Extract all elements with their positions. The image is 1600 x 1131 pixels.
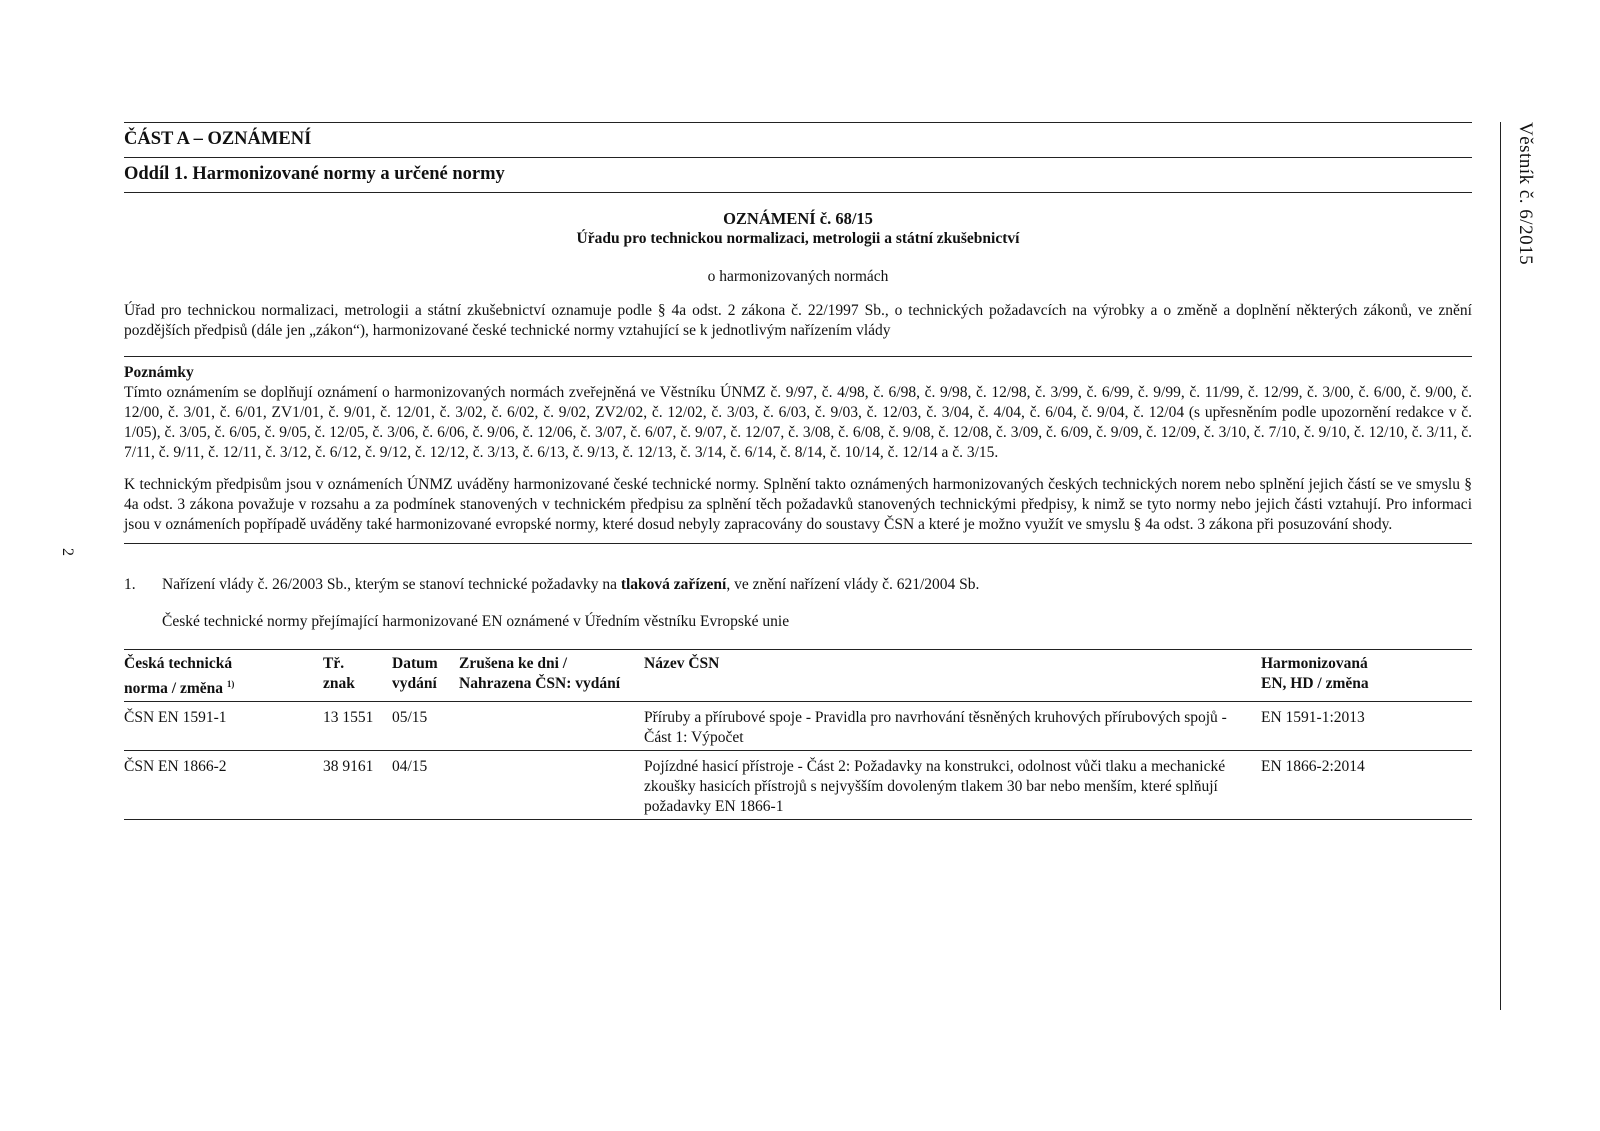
cell-date: 05/15 xyxy=(392,709,428,727)
cell-harmonized: EN 1866-2:2014 xyxy=(1261,758,1365,776)
divider xyxy=(124,356,1472,357)
decree-subject: tlaková zařízení xyxy=(620,576,727,593)
column-header-name: Název ČSN xyxy=(644,655,720,672)
section-title: Oddíl 1. Harmonizované normy a určené normy xyxy=(124,164,505,184)
decree-number: 1. xyxy=(124,576,136,593)
cell-norm: ČSN EN 1866-2 xyxy=(124,758,227,776)
part-title: ČÁST A – OZNÁMENÍ xyxy=(124,129,312,149)
column-header-class: Tř. znak xyxy=(323,655,355,692)
column-header-harmonized: Harmonizovaná EN, HD / změna xyxy=(1261,655,1369,692)
notes-title: Poznámky xyxy=(124,364,194,381)
column-header-cancelled: Zrušena ke dni / Nahrazena ČSN: vydání xyxy=(459,655,621,692)
table-header-row xyxy=(124,650,1472,702)
decree-text-end: , ve znění nařízení vlády č. 621/2004 Sb. xyxy=(726,576,980,593)
journal-issue-label: Věstník č. 6/2015 xyxy=(1515,122,1536,266)
footnote-marker: 1) xyxy=(226,679,235,689)
cell-harmonized: EN 1591-1:2013 xyxy=(1261,709,1365,727)
decree-text-start: Nařízení vlády č. 26/2003 Sb., kterým se stanoví technické požadavky na xyxy=(162,576,621,593)
table-row xyxy=(124,751,1472,820)
norms-table xyxy=(124,649,1472,820)
divider xyxy=(124,192,1472,193)
notes-paragraph-2: K technickým předpisům jsou v oznámeních ÚNMZ uváděny harmonizované české technické normy. Splnění takto oznámených harmonizovaných českých technických norem nebo splnění jejich částí se ve smyslu § 4a odst. 3 zákona považuje v rozsahu a za podmínek stanovených v technickém předpisu za splnění těch požadavků stanovených technickými předpisy, k nimž se tyto normy nebo jejich části vztahují. Pro informaci jsou v oznámeních popřípadě uváděny také harmonizované evropské normy, které dosud nebyly zapracovány do soustavy ČSN a které je možno využít ve smyslu § 4a odst. 3 zákona při posuzování shody. xyxy=(124,476,1472,533)
cell-class: 13 1551 xyxy=(323,709,374,727)
cell-cancelled xyxy=(459,702,644,751)
cell-name: Příruby a přírubové spoje - Pravidla pro navrhování těsněných kruhových přírubových spojů - Část 1: Výpočet xyxy=(644,709,1227,747)
notes-paragraph-1: Tímto oznámením se doplňují oznámení o harmonizovaných normách zveřejněná ve Věstníku ÚNMZ č. 9/97, č. 4/98, č. 6/98, č. 9/98, č. 12/98, č. 3/99, č. 6/99, č. 9/99, č. 11/99, č. 12/99, č. 3/00, č. 6/00, č. 9/00, č. 12/00, č. 3/01, č. 6/01, ZV1/01, č. 9/01, č. 12/01, č. 3/02, č. 6/02, č. 9/02, ZV2/02, č. 12/02, č. 3/03, č. 6/03, č. 9/03, č. 12/03, č. 3/04, č. 4/04, č. 6/04, č. 9/04, č. 12/04 (s upřesněním podle upozornění redakce v č. 1/05), č. 3/05, č. 6/05, č. 9/05, č. 12/05, č. 3/06, č. 6/06, č. 9/06, č. 12/06, č. 3/07, č. 6/07, č. 9/07, č. 12/07, č. 3/08, č. 6/08, č. 9/08, č. 12/08, č. 3/09, č. 6/09, č. 9/09, č. 12/09, č. 3/10, č. 7/10, č. 9/10, č. 12/10, č. 3/11, č. 7/11, č. 9/11, č. 12/11, č. 3/12, č. 6/12, č. 9/12, č. 12/12, č. 3/13, č. 6/13, č. 9/13, č. 12/13, č. 3/14, č. 6/14, č. 8/14, č. 10/14, č. 12/14 a č. 3/15. xyxy=(124,384,1472,461)
divider xyxy=(124,157,1472,158)
notice-office: Úřadu pro technickou normalizaci, metrologii a státní zkušebnictví xyxy=(576,230,1020,247)
side-rule xyxy=(1500,122,1501,1010)
decree-subtitle: České technické normy přejímající harmonizované EN oznámené v Úředním věstníku Evropské unie xyxy=(162,613,790,630)
cell-cancelled xyxy=(459,751,644,820)
column-header-date: Datum vydání xyxy=(392,655,438,692)
cell-class: 38 9161 xyxy=(323,758,374,776)
notice-number: OZNÁMENÍ č. 68/15 xyxy=(723,209,873,228)
cell-name: Pojízdné hasicí přístroje - Část 2: Požadavky na konstrukci, odolnost vůči tlaku a mechanické zkoušky hasicích přístrojů s nejvyšším dovoleným tlakem 30 bar nebo menším, které splňují požadavky EN 1866-1 xyxy=(644,758,1226,816)
column-header-norm: Česká technická norma / změna $^{1)}$ xyxy=(124,655,235,698)
notice-intro: Úřad pro technickou normalizaci, metrologii a státní zkušebnictví oznamuje podle § 4a odst. 2 zákona č. 22/1997 Sb., o technických požadavcích na výrobky a o změně a doplnění některých zákonů, ve znění pozdějších předpisů (dále jen „zákon“), harmonizované české technické normy vztahující se k jednotlivým nařízením vlády xyxy=(124,302,1472,339)
main-content xyxy=(124,122,1472,820)
notice-subject: o harmonizovaných normách xyxy=(707,268,889,285)
page-number: 2 xyxy=(59,548,76,556)
decree-item xyxy=(124,575,1472,595)
cell-date: 04/15 xyxy=(392,758,428,776)
table-row xyxy=(124,702,1472,751)
divider xyxy=(124,122,1472,123)
notice-heading xyxy=(124,209,1472,287)
cell-norm: ČSN EN 1591-1 xyxy=(124,709,227,727)
decree-text xyxy=(162,575,979,595)
divider xyxy=(124,543,1472,544)
